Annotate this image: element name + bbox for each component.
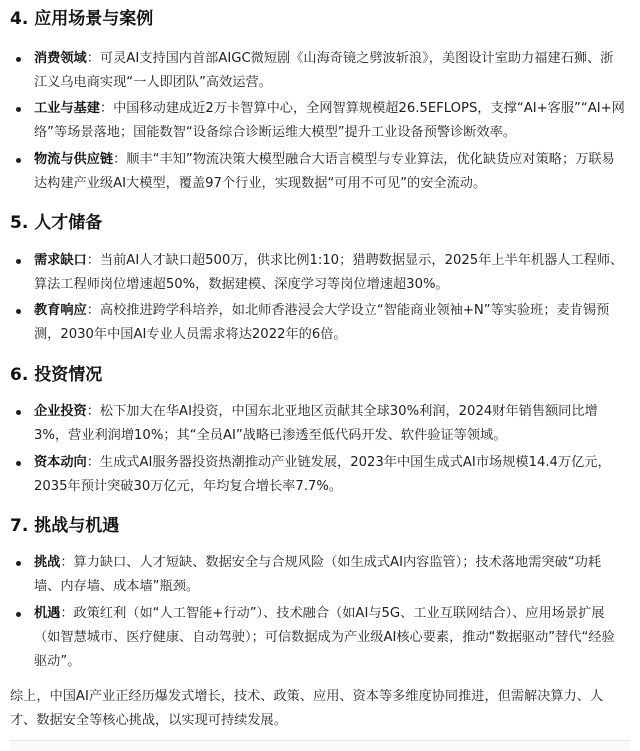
item-label: 消费领域 — [34, 51, 87, 66]
list-item-challenges — [16, 551, 626, 599]
section-title-investment: 6. 投资情况 — [10, 365, 103, 385]
item-body: ：顺丰“丰知”物流决策大模型融合大语言模型与专业算法，优化缺货应对策略；万联易达构建产业级AI大模型，覆盖97个行业，实现数据“可用不可见”的安全流动。 — [34, 152, 615, 191]
item-label: 资本动向 — [34, 455, 87, 470]
item-body: ：当前AI人才缺口超500万，供求比例1:10；猎聘数据显示，2025年上半年机器人工程师、算法工程师岗位增速超50%，数据建模、深度学习等岗位增速超30%。 — [34, 253, 624, 292]
input-area-edge — [10, 740, 630, 751]
item-label: 工业与基建 — [34, 101, 100, 116]
section-title-applications: 4. 应用场景与案例 — [10, 9, 154, 29]
list-item-enterprise-investment — [16, 400, 626, 448]
bullet-icon — [16, 612, 21, 617]
bullet-icon — [16, 410, 21, 415]
item-body: ：松下加大在华AI投资，中国东北亚地区贡献其全球30%利润，2024财年销售额同比增3%，营业利润增10%；其“全员AI”战略已渗透至低代码开发、软件验证等领域。 — [34, 404, 598, 443]
bullet-icon — [16, 57, 21, 62]
bullet-icon — [16, 259, 21, 264]
conclusion-paragraph: 综上，中国AI产业正经历爆发式增长，技术、政策、应用、资本等多维度协同推进，但需解决算力、人才、数据安全等核心挑战，以实现可持续发展。 — [10, 689, 604, 728]
list-item-education — [16, 299, 626, 347]
item-label: 企业投资 — [34, 404, 87, 419]
list-item-logistics — [16, 148, 626, 196]
list-item-consumer — [16, 47, 626, 95]
item-label: 挑战 — [34, 555, 61, 570]
bullet-icon — [16, 158, 21, 163]
item-body: ：政策红利（如“人工智能+行动”）、技术融合（如AI与5G、工业互联网结合）、应用场景扩展（如智慧城市、医疗健康、自动驾驶）；可信数据成为产业级AI核心要素，推动“数据驱动”替代“经验驱动”。 — [34, 606, 615, 669]
section-title-talent: 5. 人才储备 — [10, 213, 103, 233]
bullet-icon — [16, 561, 21, 566]
item-label: 需求缺口 — [34, 253, 87, 268]
list-item-industry — [16, 97, 626, 145]
item-label: 物流与供应链 — [34, 152, 114, 167]
section-title-challenges: 7. 挑战与机遇 — [10, 516, 120, 536]
item-body: ：可灵AI支持国内首部AIGC微短剧《山海奇镜之劈波斩浪》，美图设计室助力福建石狮、浙江义乌电商实现“一人即团队”高效运营。 — [34, 51, 614, 90]
list-item-capital-trend — [16, 451, 626, 499]
item-label: 教育响应 — [34, 303, 87, 318]
bullet-icon — [16, 309, 21, 314]
list-item-opportunities — [16, 602, 626, 674]
item-label: 机遇 — [34, 606, 61, 621]
item-body: ：中国移动建成近2万卡智算中心，全网智算规模超26.5EFLOPS，支撑“AI+客服”“AI+网络”等场景落地；国能数智“设备综合诊断运维大模型”提升工业设备预警诊断效率。 — [34, 101, 625, 140]
bullet-icon — [16, 107, 21, 112]
bullet-icon — [16, 461, 21, 466]
item-body: ：算力缺口、人才短缺、数据安全与合规风险（如生成式AI内容监管）；技术落地需突破“功耗墙、内存墙、成本墙”瓶颈。 — [34, 555, 602, 594]
item-body: ：生成式AI服务器投资热潮推动产业链发展，2023年中国生成式AI市场规模14.4万亿元，2035年预计突破30万亿元，年均复合增长率7.7%。 — [34, 455, 611, 494]
list-item-demand-gap — [16, 249, 626, 297]
item-body: ：高校推进跨学科培养，如北师香港浸会大学设立“智能商业领袖+N”等实验班；麦肯锡预测，2030年中国AI专业人员需求将达2022年的6倍。 — [34, 303, 610, 342]
